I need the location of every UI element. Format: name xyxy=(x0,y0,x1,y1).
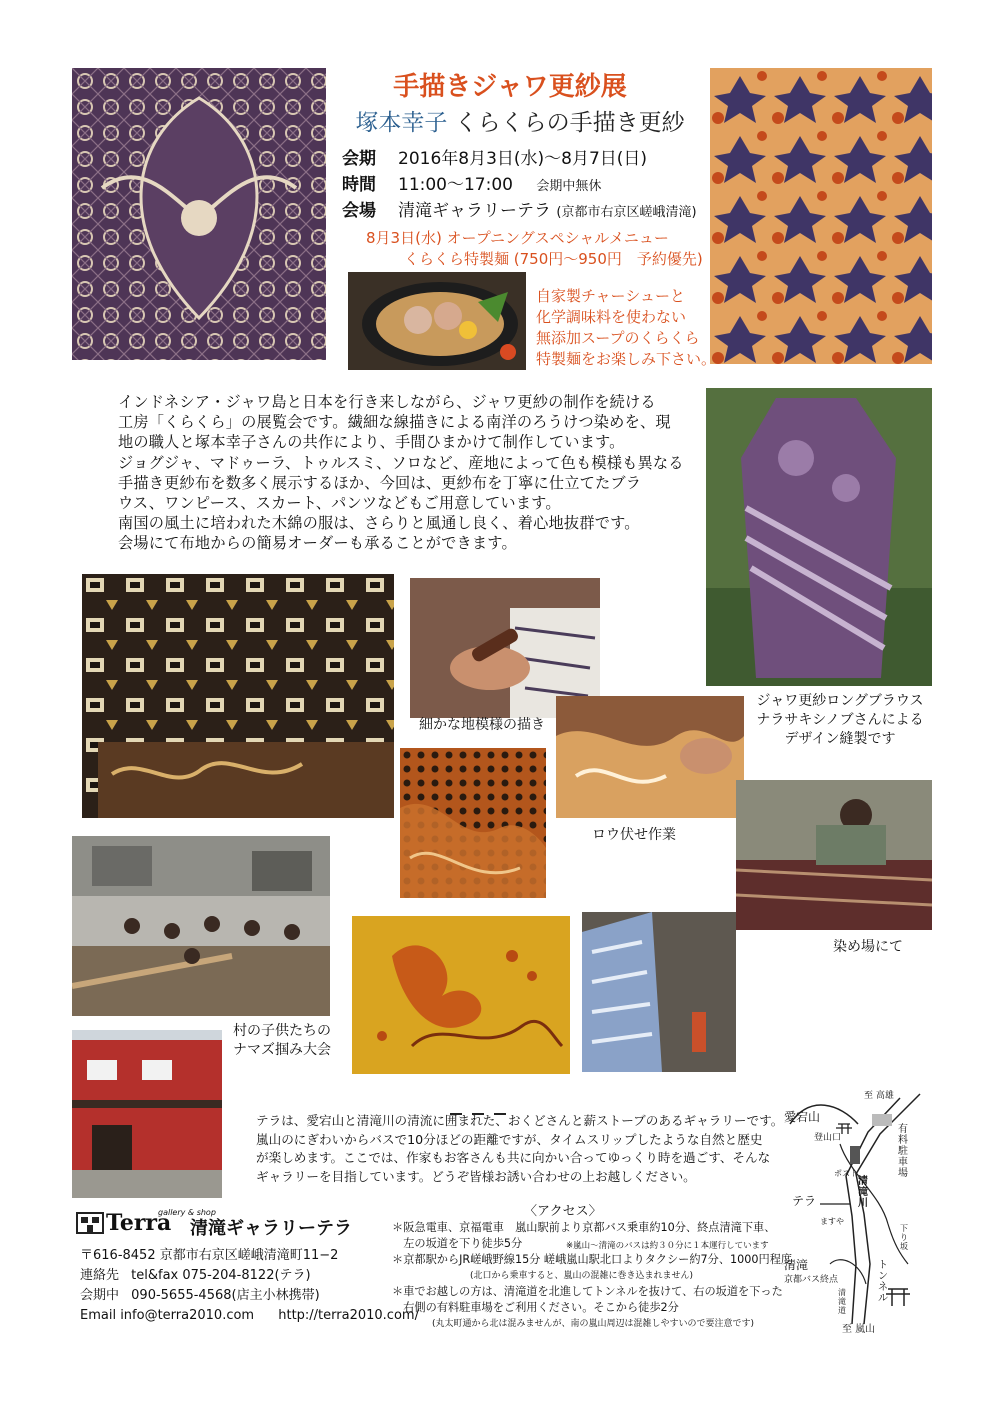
description-line: 地の職人と塚本幸子さんの共作により、手間ひまかけて制作しています。 xyxy=(118,433,625,452)
caption-blouse-line: ナラサキシノブさんによる xyxy=(756,712,924,728)
website-link[interactable]: http://terra2010.com/ xyxy=(278,1308,419,1323)
map-label: 京都バス終点 xyxy=(784,1275,839,1285)
access-small-note: (北口から乗車すると、嵐山の混雑に巻き込まれません) xyxy=(470,1271,694,1281)
caption-kids xyxy=(222,1022,342,1060)
map-label: 至 高雄 xyxy=(864,1091,894,1101)
access-line: ＊阪急電車、京福電車 嵐山駅前より京都バス乗車約10分、終点清滝下車、 xyxy=(392,1221,776,1234)
exhibition-title: 手描きジャワ更紗展 xyxy=(393,72,627,102)
time-row xyxy=(342,170,601,195)
during-row xyxy=(80,1286,320,1305)
caption-blouse-line: ジャワ更紗ロングブラウス xyxy=(756,693,924,709)
description-line: 南国の風土に培われた木綿の服は、さらりと風通し良く、着心地抜群です。 xyxy=(118,514,640,533)
map-label: トンネル xyxy=(878,1260,888,1304)
time-note: 会期中無休 xyxy=(536,179,602,194)
gallery-postal-address: 〒616-8452 京都市右京区嵯峨清滝町11−2 xyxy=(80,1248,339,1263)
description-line: ジョグジャ、マドゥーラ、トゥルスミ、ソロなど、産地によって色も模様も異なる xyxy=(118,453,684,472)
dye-workshop-photo xyxy=(736,780,932,930)
about-line: ギャラリーを目指しています。どうぞ皆様お誘い合わせの上お越しください。 xyxy=(256,1168,696,1184)
map-label: 清滝川 xyxy=(858,1176,868,1209)
period-label: 会期 xyxy=(342,149,376,169)
access-line: 左の坂道を下り徒歩5分 xyxy=(392,1237,523,1250)
venue-row xyxy=(342,196,697,221)
village-kids-photo xyxy=(72,836,330,1016)
butterfly-batik-photo xyxy=(352,916,570,1074)
exhibition-description xyxy=(118,392,706,554)
opening-menu-line1: 8月3日(水) オープニングスペシャルメニュー xyxy=(366,229,669,247)
map-label: 清滝 xyxy=(784,1258,809,1272)
noodle-photo xyxy=(348,272,526,370)
contact-row xyxy=(80,1266,311,1285)
hanging-fabric-photo xyxy=(582,912,736,1072)
access-line: 右側の有料駐車場をご利用ください。そこから徒歩2分 xyxy=(392,1301,679,1314)
during-label: 会期中 xyxy=(80,1288,120,1303)
period-value: 2016年8月3日(水)〜8月7日(日) xyxy=(398,149,648,169)
time-label: 時間 xyxy=(342,175,376,195)
gallery-logo-subtext: gallery & shop xyxy=(158,1208,216,1217)
period-row xyxy=(342,144,647,169)
wax-work-photo xyxy=(556,696,744,818)
map-label: 至 嵐山 xyxy=(842,1324,876,1335)
noodle-promo-line: 自家製チャーシューと xyxy=(536,287,685,305)
map-label: ポスト xyxy=(834,1169,858,1178)
email-link[interactable]: Email info@terra2010.com xyxy=(80,1308,255,1323)
caption-blouse xyxy=(740,692,940,749)
exhibition-subtitle xyxy=(340,104,700,137)
opening-menu-line2: くらくら特製麺 (750円〜950円 予約優先) xyxy=(404,250,703,268)
artist-name: 塚本幸子 xyxy=(355,110,448,136)
description-line: インドネシア・ジャワ島と日本を行き来しながら、ジャワ更紗の制作を続ける xyxy=(118,393,656,411)
noodle-promo-line: 無添加スープのくらくら xyxy=(536,329,700,347)
gallery-logo-icon xyxy=(76,1212,104,1234)
about-line: 嵐山のにぎわいからバスで10分ほどの距離ですが、タイムスリップしたような自然と歴史 xyxy=(256,1131,763,1147)
map-label: 下り坂 xyxy=(900,1224,908,1251)
email-row xyxy=(80,1306,419,1325)
description-line: 手描き更紗布を数多く展示するほか、今回は、更紗布を丁寧に仕立てたブラ xyxy=(118,473,642,492)
map-label: 有料駐車場 xyxy=(898,1124,908,1179)
caption-kids-line: 村の子供たちの xyxy=(233,1023,331,1039)
map-label: 清滝道 xyxy=(838,1288,846,1315)
caption-blouse-line: デザイン縫製です xyxy=(784,731,896,747)
gallery-name: 清滝ギャラリーテラ xyxy=(190,1218,352,1239)
gallery-logo-text: Terra xyxy=(106,1210,172,1236)
during-value: 090-5655-4568(店主小林携帯) xyxy=(131,1288,320,1303)
caption-kids-line: ナマズ掴み大会 xyxy=(233,1042,331,1058)
access-heading: 〈アクセス〉 xyxy=(524,1204,602,1219)
access-small-note: ※嵐山〜清滝のバスは約３０分に１本運行しています xyxy=(566,1241,769,1251)
blouse-photo xyxy=(706,388,932,686)
access-map xyxy=(780,1084,928,1334)
subtitle-text: くらくらの手描き更紗 xyxy=(454,110,685,136)
description-line: ウス、ワンピース、スカート、パンツなどもご用意しています。 xyxy=(118,494,561,513)
contact-label: 連絡先 xyxy=(80,1268,120,1283)
noodle-promo-line: 特製麺をお楽しみ下さい。 xyxy=(536,350,717,368)
description-line: 会場にて布地からの簡易オーダーも承ることができます。 xyxy=(118,534,517,553)
about-divider xyxy=(450,1100,510,1102)
access-small-note: (丸太町通から北は混みませんが、南の嵐山周辺は混雑しやすいので要注意です) xyxy=(432,1319,755,1329)
venue-value: 清滝ギャラリーテラ xyxy=(398,201,551,221)
map-label: ますや xyxy=(820,1217,844,1226)
about-line: テラは、愛宕山と清滝川の清流に囲まれた、おくどさんと薪ストーブのあるギャラリーです。 xyxy=(256,1113,784,1128)
time-value: 11:00〜17:00 xyxy=(398,175,513,195)
batik-orange-photo xyxy=(710,68,932,364)
noodle-promo-line: 化学調味料を使わない xyxy=(536,308,687,326)
venue-note: (京都市右京区嵯峨清滝) xyxy=(556,205,697,220)
about-line: が楽しめます。ここでは、作家もお客さんも共に向かい合ってゆっくり時を過ごす、そんな xyxy=(256,1150,771,1165)
gallery-building-photo xyxy=(72,1030,222,1198)
map-label: テラ xyxy=(792,1194,817,1208)
description-line: 工房「くらくら」の展覧会です。繊細な線描きによる南洋のろうけつ染めを、現 xyxy=(118,413,671,432)
map-label: 愛宕山 xyxy=(784,1110,821,1124)
venue-label: 会場 xyxy=(342,201,376,221)
batik-brown-swatch-photo xyxy=(400,748,546,898)
map-label: 登山口 xyxy=(814,1133,842,1143)
access-line: ＊車でお越しの方は、清滝道を北進してトンネルを抜けて、右の坂道を下った xyxy=(392,1285,783,1298)
access-line: ＊京都駅からJR嵯峨野線15分 嵯峨嵐山駅北口よりタクシー約7分、1000円程度 xyxy=(392,1253,793,1266)
contact-value: tel&fax 075-204-8122(テラ) xyxy=(131,1268,311,1283)
caption-drawing: 細かな地模様の描き xyxy=(419,717,545,733)
noodle-promo-text xyxy=(536,286,716,370)
gallery-about xyxy=(256,1112,784,1186)
batik-purple-photo xyxy=(72,68,326,360)
batik-fabric-stack-photo xyxy=(82,574,394,818)
caption-wax: ロウ伏せ作業 xyxy=(592,827,676,843)
caption-dye: 染め場にて xyxy=(833,939,903,955)
